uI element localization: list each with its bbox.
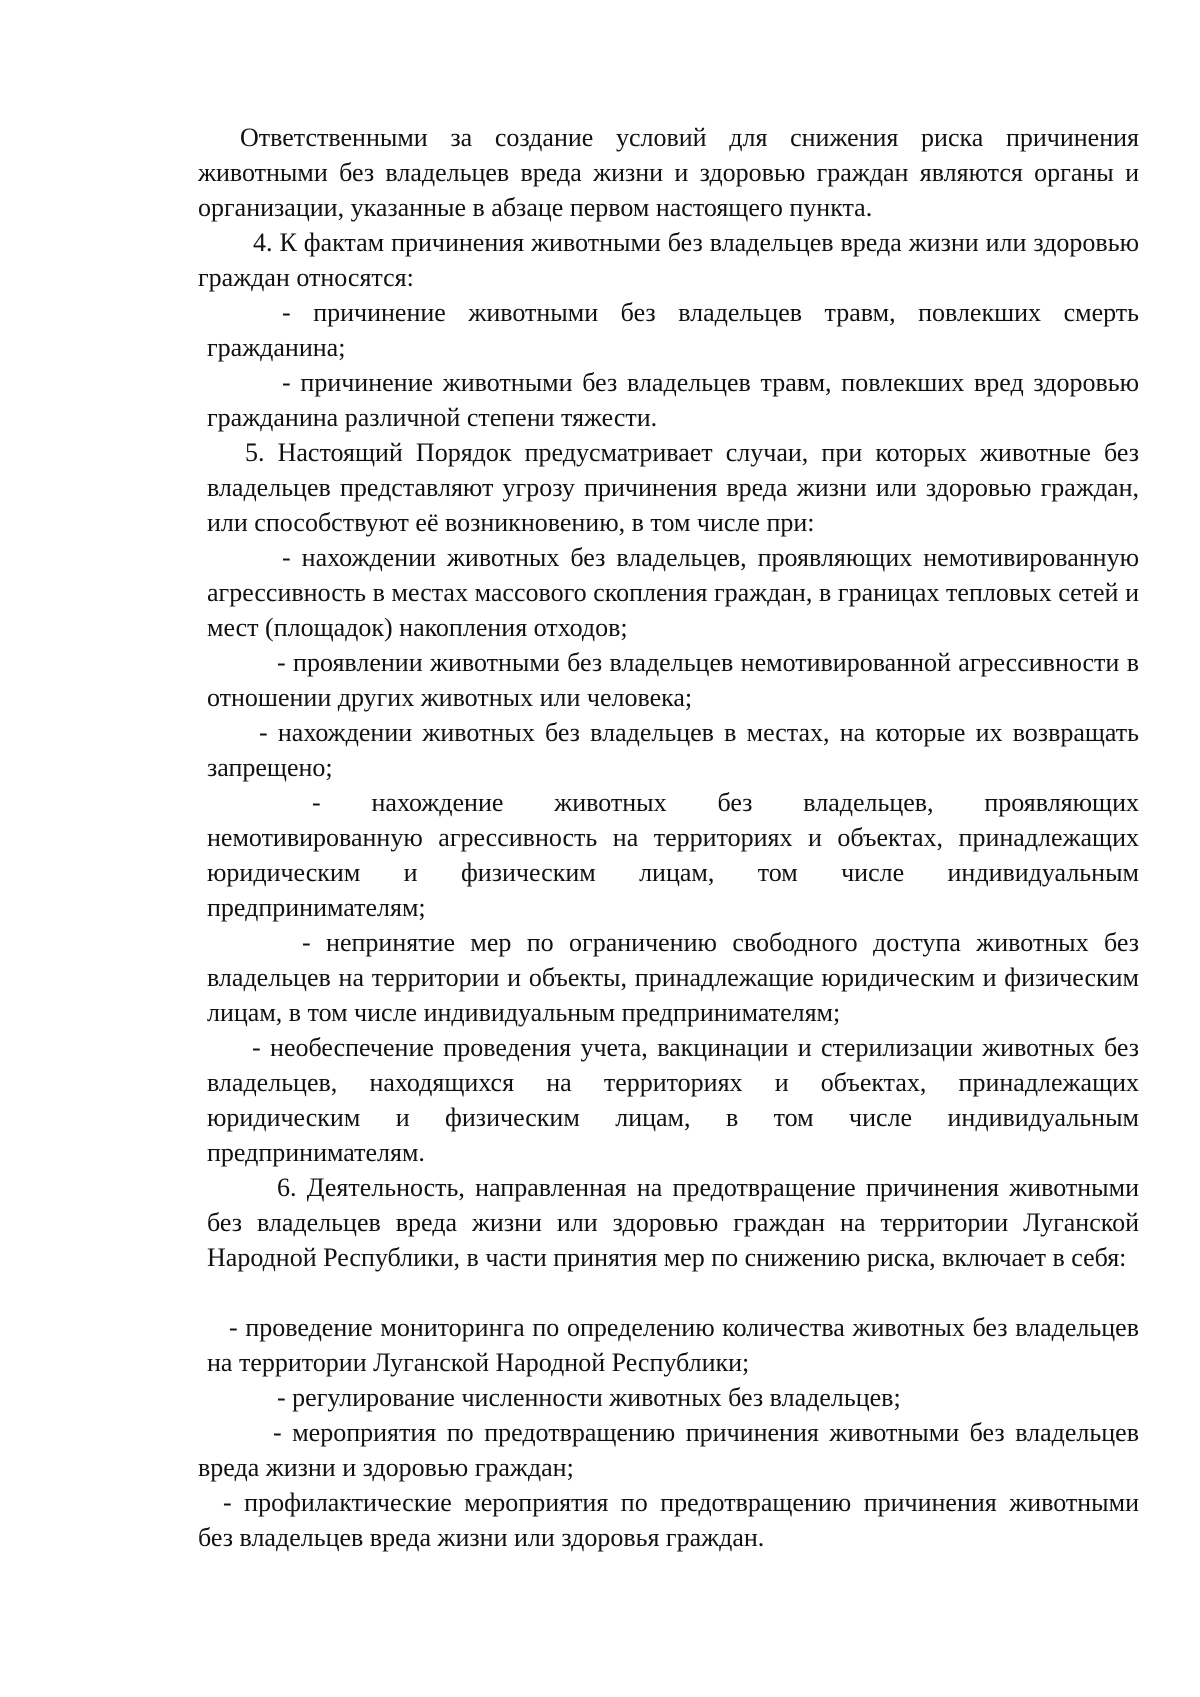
list-item: - мероприятия по предотвращению причинения животными без владельцев вреда жизни и здоровью граждан; — [198, 1418, 1139, 1482]
paragraph-item-4: 4. К фактам причинения животными без владельцев вреда жизни или здоровью граждан относятся: — [198, 228, 1139, 292]
paragraph-item-6: 6. Деятельность, направленная на предотвращение причинения животными без владельцев вреда жизни или здоровью граждан на территории Луганской Народной Республики, в части принятия мер по снижению риска, включает в себя: — [207, 1173, 1139, 1272]
list-item: - причинение животными без владельцев травм, повлекших вред здоровью гражданина различной степени тяжести. — [207, 368, 1139, 432]
list-item: - профилактические мероприятия по предотвращению причинения животными без владельцев вреда жизни или здоровья граждан. — [198, 1488, 1139, 1552]
list-item: - нахождении животных без владельцев в местах, на которые их возвращать запрещено; — [207, 718, 1139, 782]
list-item: - причинение животными без владельцев травм, повлекших смерть гражданина; — [207, 298, 1139, 362]
list-item: - нахождение животных без владельцев, проявляющих немотивированную агрессивность на территориях и объектах, принадлежащих юридическим и физическим лицам, том числе индивидуальным предпринимателям; — [207, 788, 1139, 922]
list-item: - нахождении животных без владельцев, проявляющих немотивированную агрессивность в местах массового скопления граждан, в границах тепловых сетей и мест (площадок) накопления отходов; — [207, 543, 1139, 642]
list-item: - проявлении животными без владельцев немотивированной агрессивности в отношении других животных или человека; — [207, 648, 1139, 712]
paragraph-item-5: 5. Настоящий Порядок предусматривает случаи, при которых животные без владельцев представляют угрозу причинения вреда жизни или здоровью граждан, или способствуют её возникновению, в том числе при: — [207, 438, 1139, 537]
list-item: - непринятие мер по ограничению свободного доступа животных без владельцев на территории и объекты, принадлежащие юридическим и физическим лицам, в том числе индивидуальным предпринимателям; — [207, 928, 1139, 1027]
paragraph-responsible-bodies: Ответственными за создание условий для снижения риска причинения животными без владельцев вреда жизни и здоровью граждан являются органы и организации, указанные в абзаце первом настоящего пункта. — [198, 123, 1139, 222]
list-item: - необеспечение проведения учета, вакцинации и стерилизации животных без владельцев, находящихся на территориях и объектах, принадлежащих юридическим и физическим лицам, в том числе индивидуальным предпринимателям. — [207, 1033, 1139, 1167]
list-item: - проведение мониторинга по определению количества животных без владельцев на территории Луганской Народной Республики; — [207, 1313, 1139, 1377]
list-item: - регулирование численности животных без владельцев; — [277, 1383, 901, 1412]
